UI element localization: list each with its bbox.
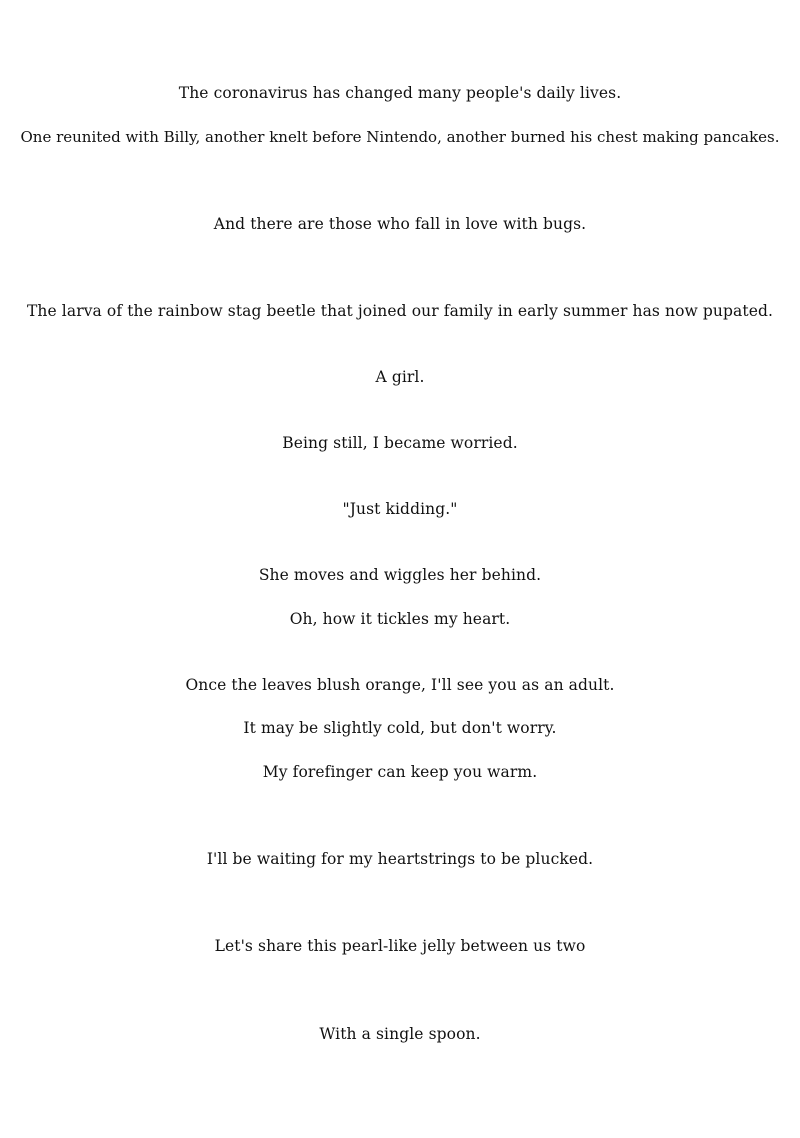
poem-line: "Just kidding." — [342, 500, 458, 518]
poem-line: She moves and wiggles her behind. — [258, 566, 542, 584]
poem-line: One reunited with Billy, another knelt before Nintendo, another burned his chest making pancakes. — [20, 128, 780, 146]
poem-line: My forefinger can keep you warm. — [262, 763, 538, 781]
poem-line: The coronavirus has changed many people's daily lives. — [178, 84, 622, 102]
poem-line: Being still, I became worried. — [282, 434, 518, 452]
poem-line: I'll be waiting for my heartstrings to be plucked. — [206, 850, 594, 868]
poem-line: A girl. — [375, 368, 425, 386]
poem-line: Let's share this pearl-like jelly between us two — [214, 937, 586, 955]
poem-line: And there are those who fall in love with bugs. — [213, 215, 587, 233]
poem-line: It may be slightly cold, but don't worry. — [243, 719, 557, 737]
poem-line: With a single spoon. — [319, 1025, 481, 1043]
poem-line: The larva of the rainbow stag beetle that joined our family in early summer has now pupated. — [26, 302, 774, 320]
poem-line: Oh, how it tickles my heart. — [289, 610, 511, 628]
poem-line: Once the leaves blush orange, I'll see you as an adult. — [185, 676, 615, 694]
